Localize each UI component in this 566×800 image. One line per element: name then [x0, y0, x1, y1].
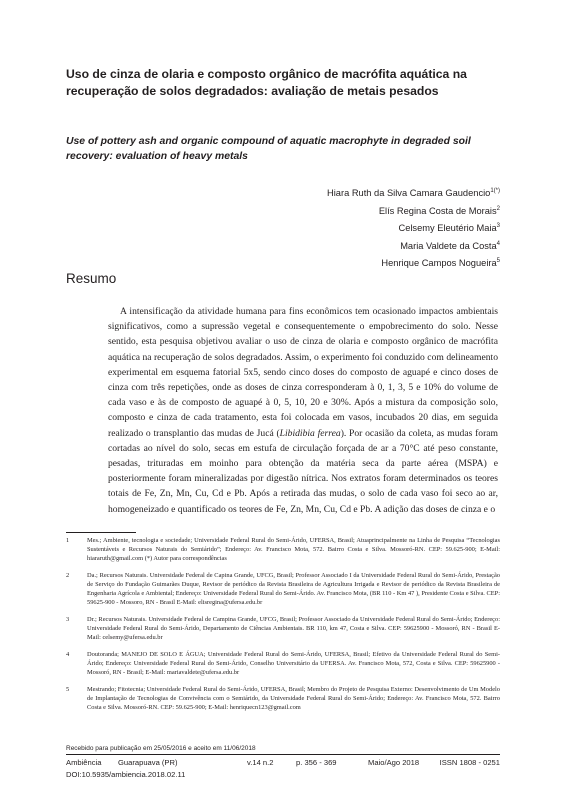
footnote-text: Doutoranda; MANEJO DE SOLO E ÁGUA; Universidade Federal Rural do Semi-Árido, UFERSA, Brasil; Efetivo da Universidade Federal Rural do Semi-Árido; Endereço: Universidade Federal Rural do Semi-Árido, Conselho Universitário da UFERSA. Av. Francisco Mota, 572, Costa e Silva. CEP: 59625900 - Mossoró, RN - Brasil; E-Mail: mariavaldete@ufersa.edu.br [87, 651, 500, 676]
footnote [66, 615, 500, 642]
footnote [66, 571, 500, 607]
abstract-block [108, 304, 498, 532]
article-title-english: Use of pottery ash and organic compound of aquatic macrophyte in degraded soil recovery: evaluation of heavy metals [66, 136, 471, 162]
footnote-number: 3 [66, 616, 70, 623]
volume-number: v.14 n.2 [247, 758, 274, 767]
author-affiliation-mark: 4 [496, 240, 500, 247]
abstract-text-part: ). Por ocasião da coleta, as mudas foram cortadas ao nível do solo, secas em estufa de circulação forçada de ar a 70°C até peso constante, pesadas, trituradas em moinho para obtenção da matéria seca da parte aérea (MSPA) e posteriormente foram mineralizadas por digestão nítrica. Nos extratos foram determinados os teores totais de Fe, Zn, Mn, Cu, Cd e Pb. Após a retirada das mudas, o solo de cada vaso foi seco ao ar, homogeneizado e quantificado os teores de Fe, Zn, Mn, Cu, Cd e Pb. A adição das doses de cinza e o [108, 427, 498, 515]
author-list [327, 185, 500, 273]
issn: ISSN 1808 - 0251 [439, 758, 500, 767]
author-name: Celsemy Eleutério Maia [398, 223, 497, 234]
footnotes [66, 536, 500, 720]
abstract-text-part: A intensificação da atividade humana para fins econômicos tem ocasionado impactos ambientais significativos, como a supressão vegetal e consequentemente o empobrecimento do solo. Nesse sentido, esta pesquisa objetivou avaliar o uso de cinza de olaria e composto orgânico de macrófita aquática na recuperação de solos degradados. Assim, o experimento foi conduzido com delineamento experimental em esquema fatorial 5x5, sendo cinco doses do composto de aguapé e cinco doses de cinza com três repetições, onde as doses de cinza corresponderam à 0, 1, 3, 5 e 10% do volume de cada vaso e às de composto de aguapé à 0, 5, 10, 20 e 30%. Após a mistura da composição solo, composto e cinza de cada tratamento, esta foi colocada em vasos, incubados 20 dias, em seguida realizado o transplantio das mudas de Jucá ( [108, 306, 498, 439]
footnote [66, 685, 500, 712]
author-line [327, 220, 500, 238]
footnote-number: 5 [66, 686, 70, 693]
footnote-separator [66, 532, 136, 533]
author-affiliation-mark: 3 [496, 223, 500, 230]
author-affiliation-mark: 5 [496, 258, 500, 265]
author-line [327, 203, 500, 221]
footnote-text: Mes.; Ambiente, tecnologia e sociedade; Universidade Federal Rural do Semi-Árido, UFERSA, Brasil; Atuaprincipalmente na Linha de Pesquisa “Tecnologias Sustentáveis e Recursos Naturais do Semiárido”; Endereço: Av. Francisco Mota, 572. Bairro Costa e Silva. Mossoró-RN. CEP: 59.625-900; E-Mail: hiararuth@gmail.com (*) Autor para correspondências [87, 537, 500, 562]
footnote-number: 4 [66, 651, 70, 658]
journal-name: Ambiência [66, 758, 102, 767]
author-name: Henrique Campos Nogueira [381, 258, 497, 269]
author-affiliation-mark: 2 [496, 205, 500, 212]
doi: DOI:10.5935/ambiencia.2018.02.11 [66, 770, 186, 779]
species-name: Libidibia ferrea [279, 427, 341, 439]
author-name: Elís Regina Costa de Morais [378, 205, 497, 216]
author-affiliation-mark: 1(*) [490, 187, 500, 194]
page-range: p. 356 - 369 [296, 758, 337, 767]
author-line [327, 185, 500, 203]
journal-city: Guarapuava (PR) [118, 758, 178, 767]
author-name: Maria Valdete da Costa [400, 240, 497, 251]
footnote-text: Dr.; Recursos Naturais. Universidade Federal de Campina Grande, UFCG, Brasil; Professor Associado da Universidade Federal Rural do Semi-Árido; Endereço: Universidade Federal Rural do Semi-Árido, Departamento de Ciências Ambientais. BR 110, km 47, Costa e Silva. CEP: 59625900 - Mossoró, RN - Brasil E-Mail: celsemy@ufersa.edu.br [87, 616, 500, 641]
author-line [327, 238, 500, 256]
author-line [327, 255, 500, 273]
issue-date: Maio/Ago 2018 [368, 758, 420, 767]
received-date-note: Recebido para publicação em 25/05/2016 e aceito em 11/06/2018 [66, 745, 256, 752]
footnote-text: Mestrando; Fitotecnia; Universidade Federal Rural do Semi-Árido, UFERSA, Brasil; Membro do Projeto de Pesquisa Externo: Desenvolvimento de Um Modelo de Implantação de Tecnologias de Convivência com o Semiárido, da Universidade Federal Rural do Semi-Árido; Endereço: Av. Francisco Mota, 572. Bairro Costa e Silva. Mossoró-RN. CEP: 59.625-900; E-Mail: henriquecn123@gmail.com [87, 686, 500, 711]
footnote-number: 2 [66, 572, 70, 579]
footnote [66, 536, 500, 563]
abstract-text [108, 304, 498, 517]
author-name: Hiara Ruth da Silva Camara Gaudencio [327, 188, 491, 198]
abstract-heading: Resumo [66, 271, 117, 286]
footnote [66, 650, 500, 677]
footer-separator [66, 754, 500, 755]
footnote-text: Da.; Recursos Naturais. Universidade Federal de Capina Grande, UFCG, Brasil; Professor Associado I da Universidade Federal Rural do Semi-Árido, Prestação de Serviço do Fundação Guimarães Duque, Revisor de periódico da Revista Brasileira de Agricultura Irrigada e Revisor de periódico da Revista Brasileira de Engenharia Agrícola e Ambiental; Endereço: Universidade Federal Rural do Semi-Árido. Av. Francisco Mota, (BR 110 - Km 47 ), Presidente Costa e Silva. CEP: 59625-900 - Mossoro, RN - Brasil E-Mail: elisregina@ufersa.edu.br [87, 572, 500, 606]
footnote-number: 1 [66, 537, 70, 544]
article-title: Uso de cinza de olaria e composto orgânico de macrófita aquática na recuperação de solos degradados: avaliação de metais pesados [66, 67, 467, 98]
